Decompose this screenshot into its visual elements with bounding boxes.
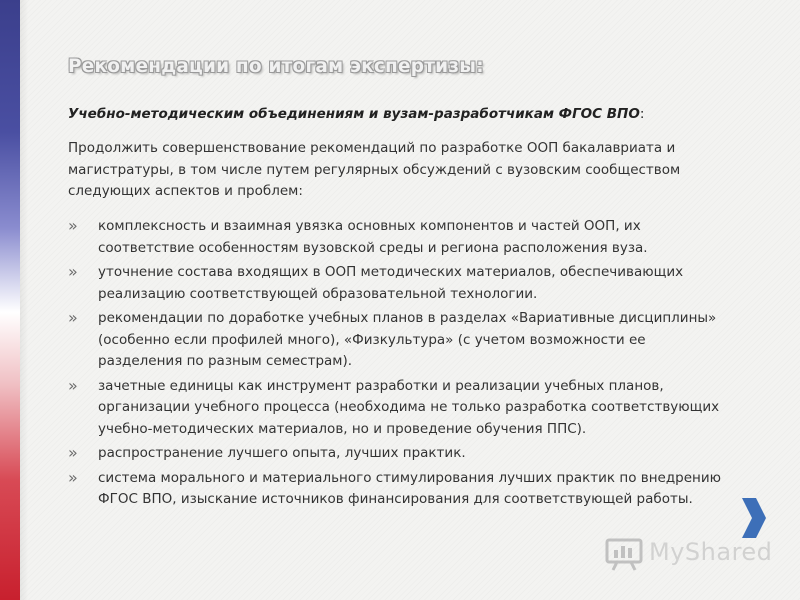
recommendations-list — [68, 216, 728, 514]
list-item — [68, 376, 728, 441]
chevron-right-icon — [734, 494, 770, 542]
myshared-watermark — [605, 536, 775, 572]
bullet-marker-icon: » — [68, 467, 78, 487]
bullet-marker-icon: » — [68, 375, 78, 395]
next-slide-button[interactable] — [734, 494, 770, 542]
list-item-text: зачетные единицы как инструмент разработки и реализации учебных планов, организации учебного процесса (необходима не только разработка соответствующих учебно-методических материалов, но и проведение обучения ППС). — [98, 377, 720, 437]
list-item — [68, 468, 728, 511]
bullet-marker-icon: » — [68, 262, 78, 281]
bullet-marker-icon: » — [68, 443, 78, 462]
list-item-text: комплексность и взаимная увязка основных компонентов и частей ООП, их соответствие особенностям вузовской среды и региона расположения вуза. — [98, 218, 648, 256]
list-item — [68, 262, 728, 305]
intro-paragraph: Продолжить совершенствование рекомендаций по разработке ООП бакалавриата и магистратуры, в том числе путем регулярных обсуждений с вузовским сообществом следующих аспектов и проблем: — [68, 140, 681, 199]
bullet-marker-icon: » — [68, 216, 78, 235]
flag-stripe-decoration — [0, 0, 20, 600]
presentation-board-icon — [605, 536, 645, 572]
list-item-text: рекомендации по доработке учебных планов в разделах «Вариативные дисциплины» (особенно если профилей много), «Физкультура» (с учетом возможности ее разделения по разным семестрам). — [98, 310, 717, 369]
bullet-marker-icon: » — [68, 308, 78, 327]
subtitle-emphasis: Учебно-методическим объединениям и вузам-разработчикам ФГОС ВПО — [68, 106, 640, 122]
slide-title: Рекомендации по итогам экспертизы: — [68, 56, 484, 77]
list-item-text: распространение лучшего опыта, лучших практик. — [98, 445, 466, 461]
watermark-text: MyShared — [649, 538, 773, 566]
list-item — [68, 443, 728, 465]
list-item-text: система морального и материального стимулирования лучших практик по внедрению ФГОС ВПО, изыскание источников финансирования для соответствующей работы. — [98, 469, 722, 507]
slide-subtitle — [68, 106, 644, 122]
subtitle-colon: : — [639, 106, 645, 122]
list-item-text: уточнение состава входящих в ООП методических материалов, обеспечивающих реализацию соответствующей образовательной технологии. — [98, 264, 684, 302]
list-item — [68, 216, 728, 259]
list-item — [68, 308, 728, 373]
